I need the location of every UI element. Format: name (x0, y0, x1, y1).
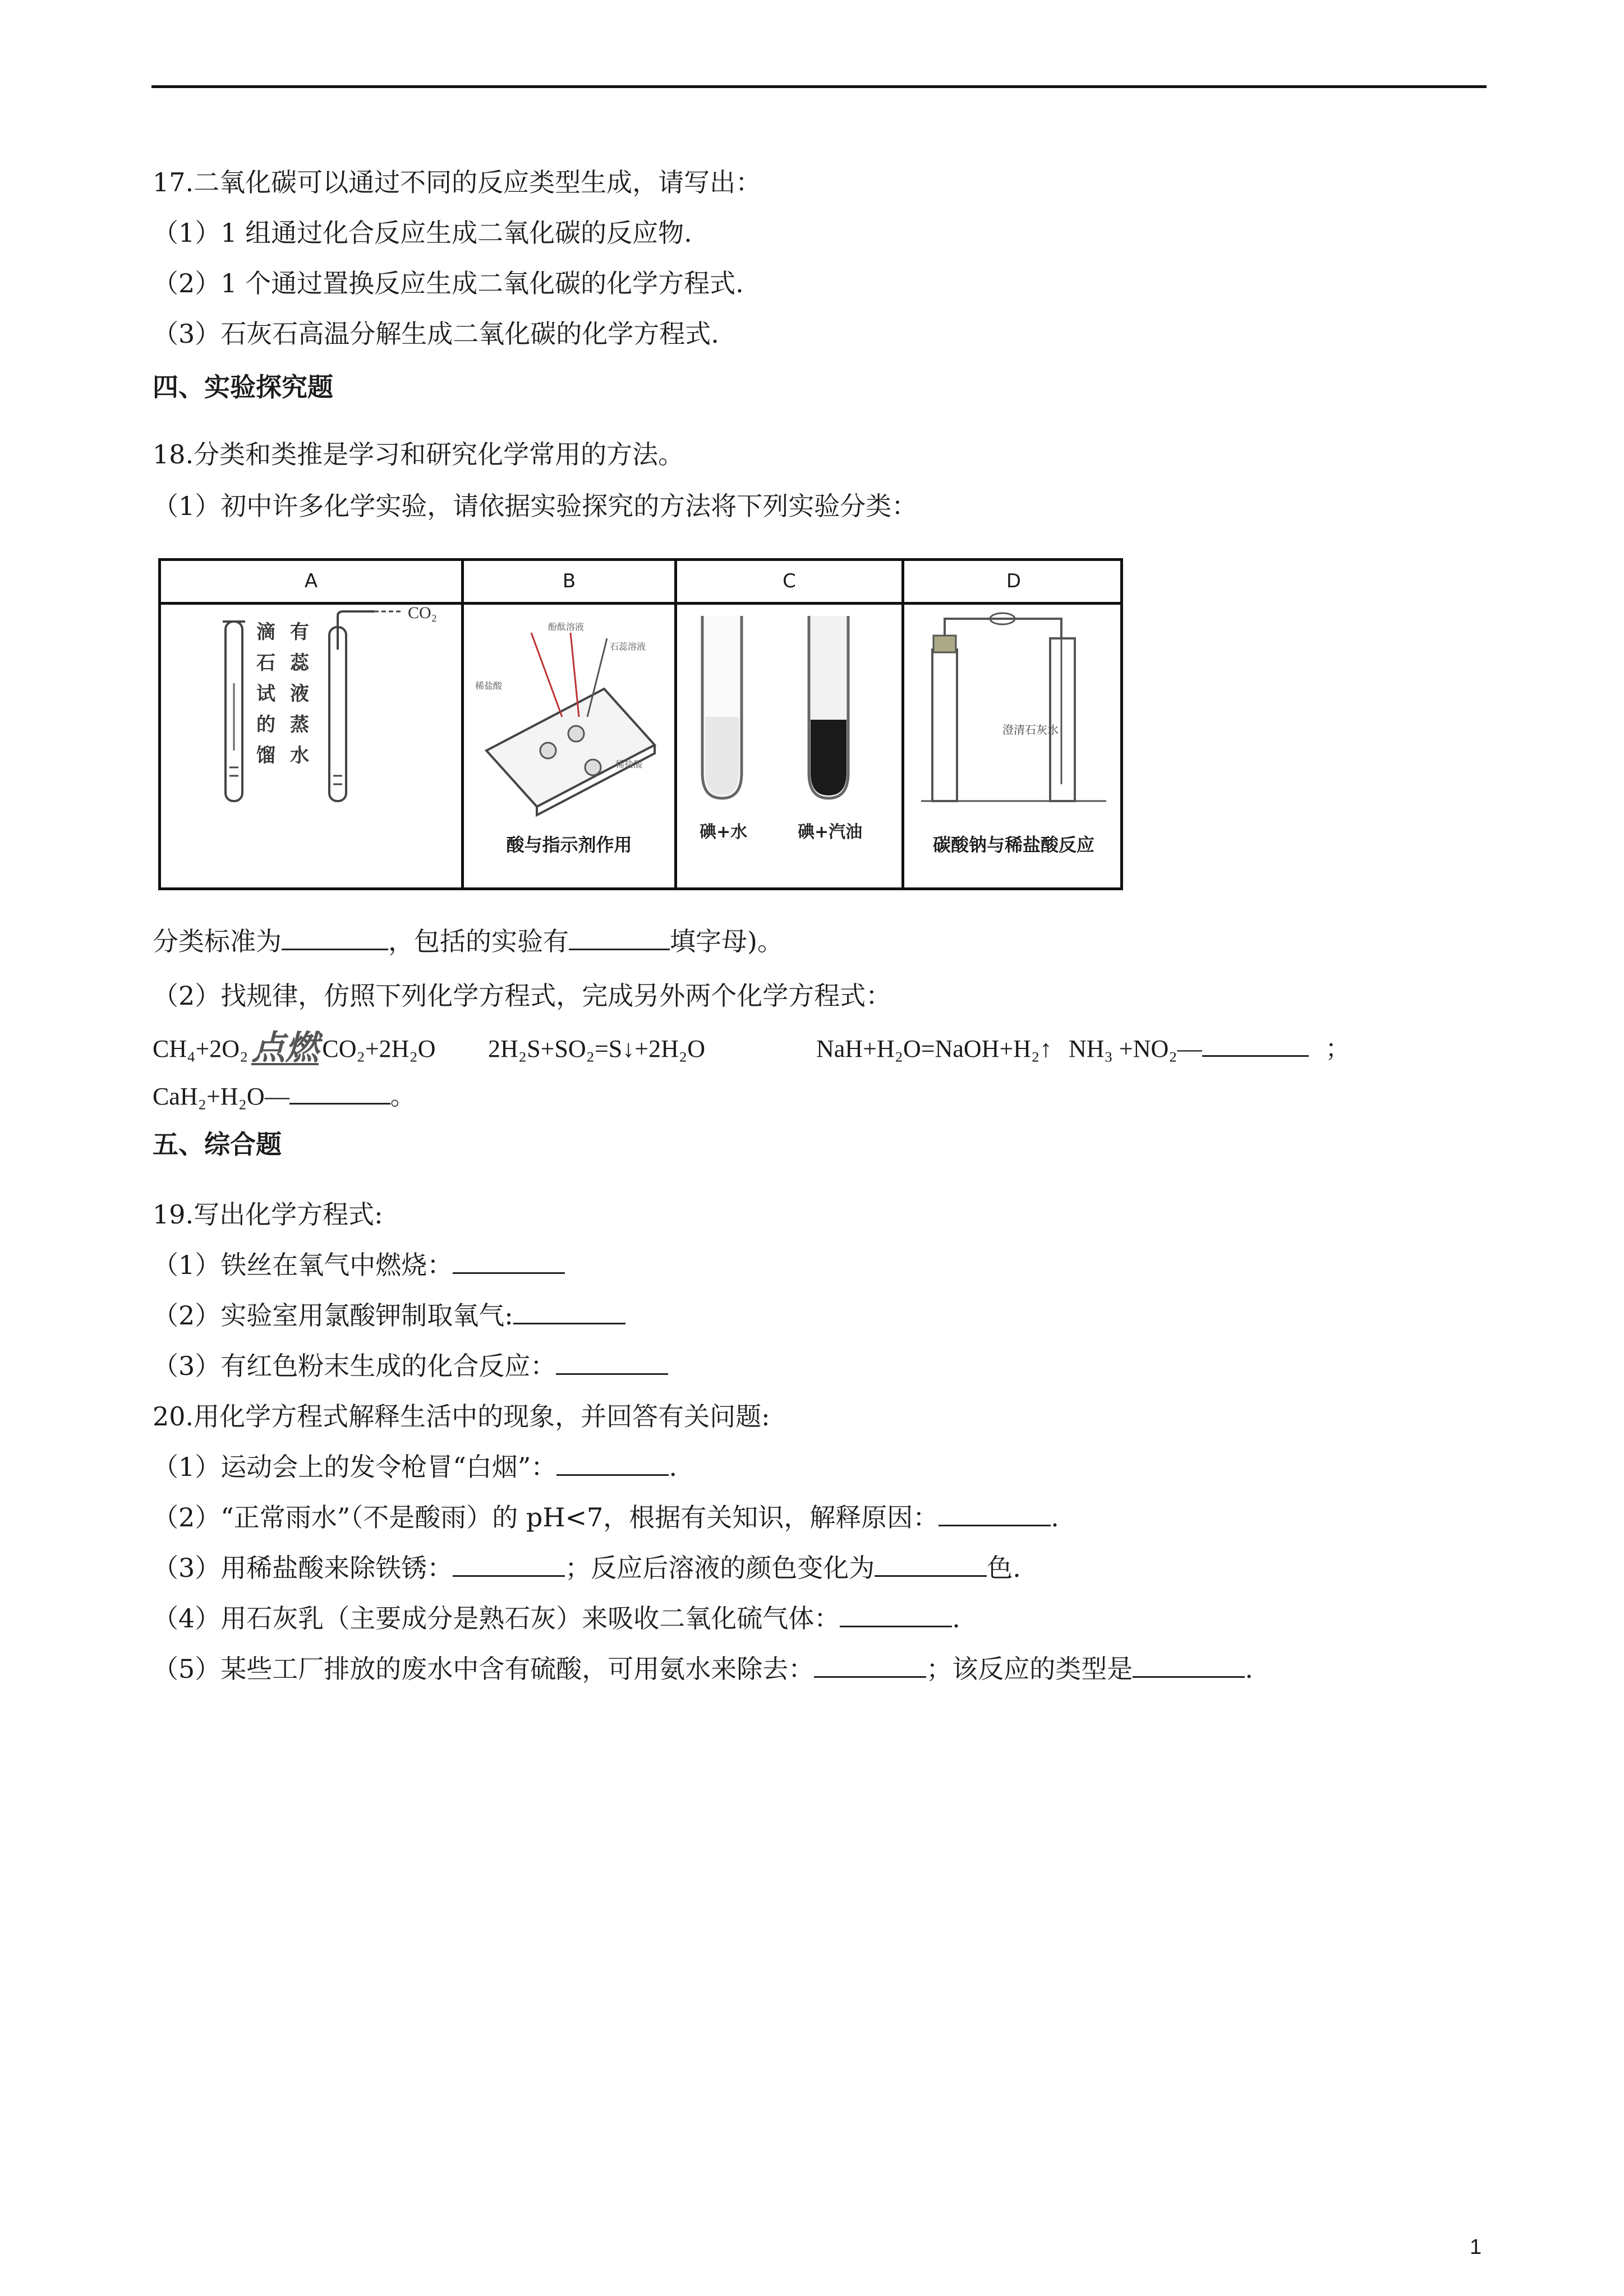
q17-part2: （2）1 个通过置换反应生成二氧化碳的化学方程式. (153, 268, 744, 298)
q19-part3-blank[interactable] (556, 1351, 668, 1375)
q19-part1-text: （1）铁丝在氧气中燃烧： (153, 1250, 453, 1280)
eq4-blank[interactable] (1202, 1033, 1309, 1057)
q17-part3: （3）石灰石高温分解生成二氧化碳的化学方程式. (153, 319, 719, 349)
eq5-blank[interactable] (289, 1080, 390, 1105)
a-label-char: 的 (256, 714, 275, 736)
q19-part3-text: （3）有红色粉末生成的化合反应： (153, 1351, 556, 1381)
a-label-char: 石 (256, 652, 275, 674)
figure-header-d: D (904, 561, 1123, 605)
b-label: 酚酞溶液 (548, 622, 585, 632)
a-label-char: 蒸 (290, 714, 309, 736)
classify-experiments-label: ，包括的实验有 (388, 926, 569, 956)
section-heading-4: 四、实验探究题 (153, 372, 333, 402)
experiment-c-right-caption: 碘+汽油 (798, 822, 863, 842)
figure-column-c (677, 561, 904, 887)
q20-part5 (153, 1652, 1253, 1686)
q20-part5-end: . (1245, 1654, 1253, 1684)
a-label-char: 有 (290, 621, 309, 643)
q19-stem: 19.写出化学方程式: (153, 1199, 383, 1230)
q19-part1-blank[interactable] (453, 1250, 565, 1274)
b-label: 稀盐酸 (615, 759, 643, 770)
q20-part3-end: 色. (987, 1553, 1021, 1583)
a-label-char: 液 (290, 683, 309, 705)
equation-3: NaH+H₂O=NaOH+H₂↑ (816, 1035, 1052, 1062)
experiment-d-caption: 碳酸钠与稀盐酸反应 (932, 834, 1094, 855)
q17-part1: （1）1 组通过化合反应生成二氧化碳的反应物. (153, 218, 692, 248)
classify-hint: 填字母)。 (670, 926, 783, 956)
q19-part2 (153, 1299, 625, 1332)
q20-part3-text: （3）用稀盐酸来除铁锈： (153, 1553, 453, 1583)
q17-stem: 17.二氧化碳可以通过不同的反应类型生成，请写出： (153, 167, 762, 197)
q20-part4-text: （4）用石灰乳（主要成分是熟石灰）来吸收二氧化硫气体： (153, 1603, 840, 1634)
figure-column-a (161, 561, 464, 887)
q20-stem: 20.用化学方程式解释生活中的现象，并回答有关问题: (153, 1401, 770, 1432)
ignition-condition: 点燃 (251, 1028, 319, 1068)
experiment-a-illustration (161, 605, 461, 887)
figure-header-c: C (677, 561, 901, 605)
section-heading-5: 五、综合题 (153, 1129, 282, 1159)
experiment-c-left-caption: 碘+水 (700, 822, 748, 842)
q20-part2-text: （2）“正常雨水”（不是酸雨）的 pH<7，根据有关知识，解释原因： (153, 1502, 939, 1533)
a-label-char: 馏 (256, 744, 275, 767)
q20-part3 (153, 1551, 1021, 1585)
experiment-figure (158, 558, 1123, 890)
q18-classify-line (153, 924, 783, 958)
q20-part4 (153, 1602, 960, 1635)
eq5-reactants: CaH₂+H₂O— (153, 1083, 289, 1110)
q20-part1-text: （1）运动会上的发令枪冒“白烟”： (153, 1452, 557, 1482)
q20-part2 (153, 1501, 1059, 1534)
q18-stem: 18.分类和类推是学习和研究化学常用的方法。 (153, 439, 684, 470)
q20-part2-end: . (1051, 1502, 1059, 1533)
q20-part3-blank-2[interactable] (875, 1553, 987, 1577)
q19-part2-blank[interactable] (513, 1300, 625, 1324)
q20-part1 (153, 1450, 677, 1484)
q20-part5-blank-2[interactable] (1133, 1654, 1245, 1678)
q20-part2-blank[interactable] (938, 1502, 1051, 1526)
a-label-char: 蕊 (290, 652, 309, 674)
equation-1 (153, 1028, 436, 1068)
q20-part1-blank[interactable] (556, 1452, 669, 1476)
eq5-end: 。 (390, 1083, 415, 1110)
q18-part2: （2）找规律，仿照下列化学方程式，完成另外两个化学方程式： (153, 981, 892, 1011)
experiment-c-illustration (677, 605, 901, 887)
equation-5 (153, 1080, 415, 1114)
eq4-end: ； (1325, 1035, 1350, 1062)
q20-part4-blank[interactable] (840, 1603, 952, 1627)
figure-column-d (904, 561, 1123, 887)
experiment-b-caption: 酸与指示剂作用 (506, 834, 632, 855)
q18-part1: （1）初中许多化学实验，请依据实验探究的方法将下列实验分类： (153, 491, 918, 521)
equation-2: 2H₂S+SO₂=S↓+2H₂O (488, 1035, 705, 1062)
eq1-reactants: CH₄+2O₂ (153, 1035, 249, 1062)
a-label-char: 滴 (256, 621, 275, 643)
q20-part1-end: . (669, 1452, 677, 1482)
q20-part5-text: （5）某些工厂排放的废水中含有硫酸，可用氨水来除去： (153, 1654, 815, 1684)
b-label: 稀盐酸 (475, 680, 503, 691)
header-rule (151, 85, 1487, 88)
eq4-reactants: NH₃ +NO₂— (1069, 1035, 1202, 1062)
q20-part5-blank-1[interactable] (814, 1654, 926, 1678)
limewater-label: 澄清石灰水 (1002, 723, 1059, 737)
q20-part5-text-2: ；该反应的类型是 (926, 1654, 1133, 1684)
q19-part3 (153, 1349, 668, 1383)
b-label: 石蕊溶液 (610, 641, 646, 652)
figure-column-b (464, 561, 677, 887)
co2-label: CO₂ (408, 605, 438, 622)
figure-header-a: A (161, 561, 461, 605)
equation-4 (1069, 1032, 1350, 1066)
q20-part4-end: . (952, 1603, 960, 1634)
eq1-products: CO₂+2H₂O (322, 1035, 436, 1062)
q19-part1 (153, 1248, 565, 1282)
a-label-char: 水 (290, 744, 309, 767)
a-label-char: 试 (256, 683, 275, 705)
classify-standard-label: 分类标准为 (153, 926, 282, 956)
q20-part3-blank-1[interactable] (453, 1553, 565, 1577)
classify-standard-blank[interactable] (282, 926, 388, 950)
classify-experiments-blank[interactable] (569, 926, 670, 950)
page-number: 1 (1470, 2235, 1482, 2259)
figure-header-b: B (464, 561, 674, 605)
q20-part3-text-2: ；反应后溶液的颜色变化为 (565, 1553, 875, 1583)
q19-part2-text: （2）实验室用氯酸钾制取氧气: (153, 1300, 513, 1331)
